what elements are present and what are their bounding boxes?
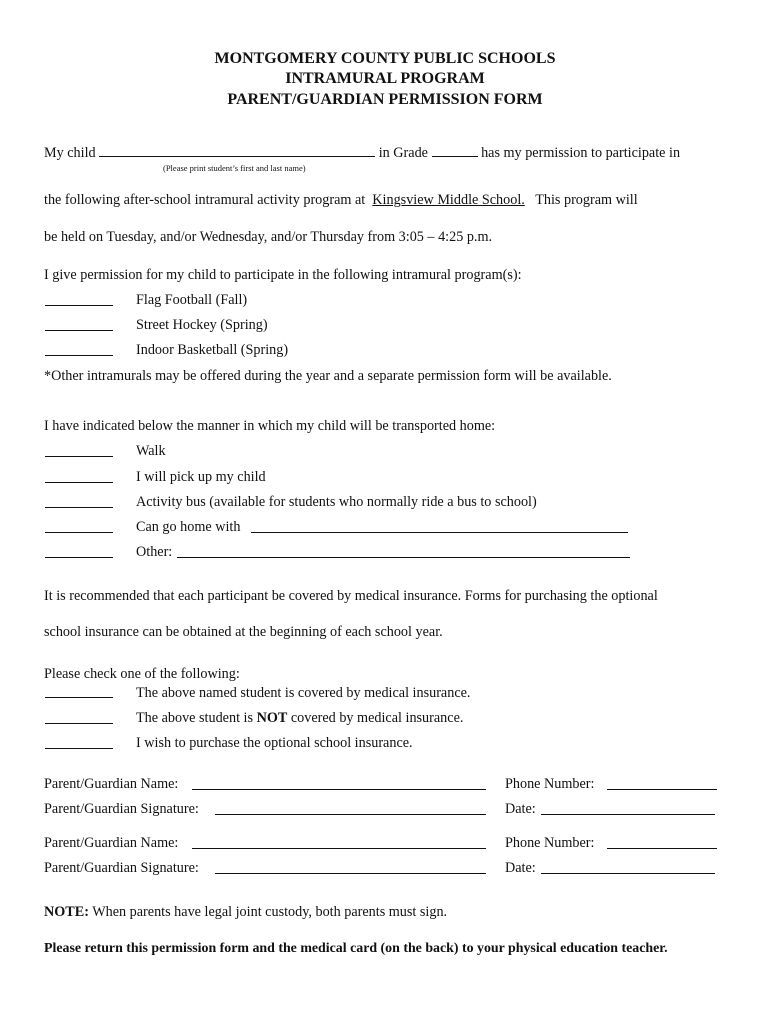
- permission-text: has my permission to participate in: [481, 145, 681, 161]
- insurance-text-2: school insurance can be obtained at the beginning of each school year.: [44, 624, 443, 640]
- insurance-option-purchase: I wish to purchase the optional school insurance.: [136, 735, 413, 751]
- transport-option: Can go home with: [136, 519, 241, 535]
- intro-line-2: [44, 192, 638, 209]
- insurance-text-1: It is recommended that each participant be covered by medical insurance. Forms for purchasing the optional: [44, 588, 658, 604]
- transport-checkbox-line[interactable]: [45, 557, 113, 558]
- transport-option: Walk: [136, 443, 166, 459]
- go-home-with-field[interactable]: [251, 532, 628, 533]
- grade-field[interactable]: [432, 144, 478, 157]
- insurance-checkbox-line[interactable]: [45, 748, 113, 749]
- return-instructions: Please return this permission form and the medical card (on the back) to your physical education teacher.: [44, 941, 668, 956]
- title-district: MONTGOMERY COUNTY PUBLIC SCHOOLS: [214, 50, 556, 67]
- intro-line-1: [44, 144, 680, 162]
- program-checkbox-line[interactable]: [45, 305, 113, 306]
- parent-name-label: Parent/Guardian Name:: [44, 776, 179, 792]
- programs-heading: I give permission for my child to participate in the following intramural program(s):: [44, 267, 522, 283]
- program-checkbox-line[interactable]: [45, 330, 113, 331]
- schedule-text: be held on Tuesday, and/or Wednesday, and/or Thursday from 3:05 – 4:25 p.m.: [44, 229, 493, 245]
- opt2-pre: The above student is: [136, 710, 254, 726]
- parent-signature-field[interactable]: [215, 873, 486, 874]
- custody-note: [44, 904, 447, 921]
- date-field[interactable]: [541, 814, 715, 815]
- date-label: Date:: [505, 860, 536, 876]
- title-program: INTRAMURAL PROGRAM: [285, 70, 485, 87]
- transport-checkbox-line[interactable]: [45, 482, 113, 483]
- insurance-option-not-covered: [136, 710, 463, 727]
- program-will-text: This program will: [535, 192, 638, 208]
- programs-note: *Other intramurals may be offered during the year and a separate permission form will be available.: [44, 368, 612, 384]
- transport-heading: I have indicated below the manner in which my child will be transported home:: [44, 418, 496, 434]
- student-name-hint: (Please print student’s first and last name): [163, 163, 306, 173]
- program-checkbox-line[interactable]: [45, 355, 113, 356]
- transport-option: I will pick up my child: [136, 469, 266, 485]
- school-name: Kingsview Middle School.: [372, 192, 525, 208]
- note-text: When parents have legal joint custody, both parents must sign.: [92, 904, 448, 920]
- opt2-post: covered by medical insurance.: [290, 710, 464, 726]
- transport-option: Other:: [136, 544, 173, 560]
- parent-signature-field[interactable]: [215, 814, 486, 815]
- phone-label: Phone Number:: [505, 776, 595, 792]
- transport-checkbox-line[interactable]: [45, 507, 113, 508]
- opt2-bold: NOT: [256, 710, 288, 726]
- program-intro-text: the following after-school intramural activity program at: [44, 192, 366, 208]
- insurance-checkbox-line[interactable]: [45, 697, 113, 698]
- parent-name-field[interactable]: [192, 848, 486, 849]
- phone-field[interactable]: [607, 848, 717, 849]
- parent-signature-label: Parent/Guardian Signature:: [44, 801, 199, 817]
- transport-checkbox-line[interactable]: [45, 532, 113, 533]
- parent-name-label: Parent/Guardian Name:: [44, 835, 179, 851]
- program-item: Indoor Basketball (Spring): [136, 342, 289, 358]
- transport-checkbox-line[interactable]: [45, 456, 113, 457]
- parent-signature-label: Parent/Guardian Signature:: [44, 860, 199, 876]
- date-label: Date:: [505, 801, 536, 817]
- program-item: Street Hockey (Spring): [136, 317, 268, 333]
- transport-option: Activity bus (available for students who normally ride a bus to school): [136, 494, 537, 510]
- phone-label: Phone Number:: [505, 835, 595, 851]
- other-transport-field[interactable]: [177, 557, 630, 558]
- insurance-checkbox-line[interactable]: [45, 723, 113, 724]
- insurance-check-heading: Please check one of the following:: [44, 666, 240, 682]
- title-form: PARENT/GUARDIAN PERMISSION FORM: [227, 91, 543, 108]
- insurance-option-covered: The above named student is covered by medical insurance.: [136, 685, 471, 701]
- program-item: Flag Football (Fall): [136, 292, 248, 308]
- note-label: NOTE:: [44, 904, 89, 920]
- student-name-field[interactable]: [99, 144, 375, 157]
- phone-field[interactable]: [607, 789, 717, 790]
- in-grade-label: in Grade: [378, 145, 428, 161]
- my-child-label: My child: [44, 145, 96, 161]
- parent-name-field[interactable]: [192, 789, 486, 790]
- date-field[interactable]: [541, 873, 715, 874]
